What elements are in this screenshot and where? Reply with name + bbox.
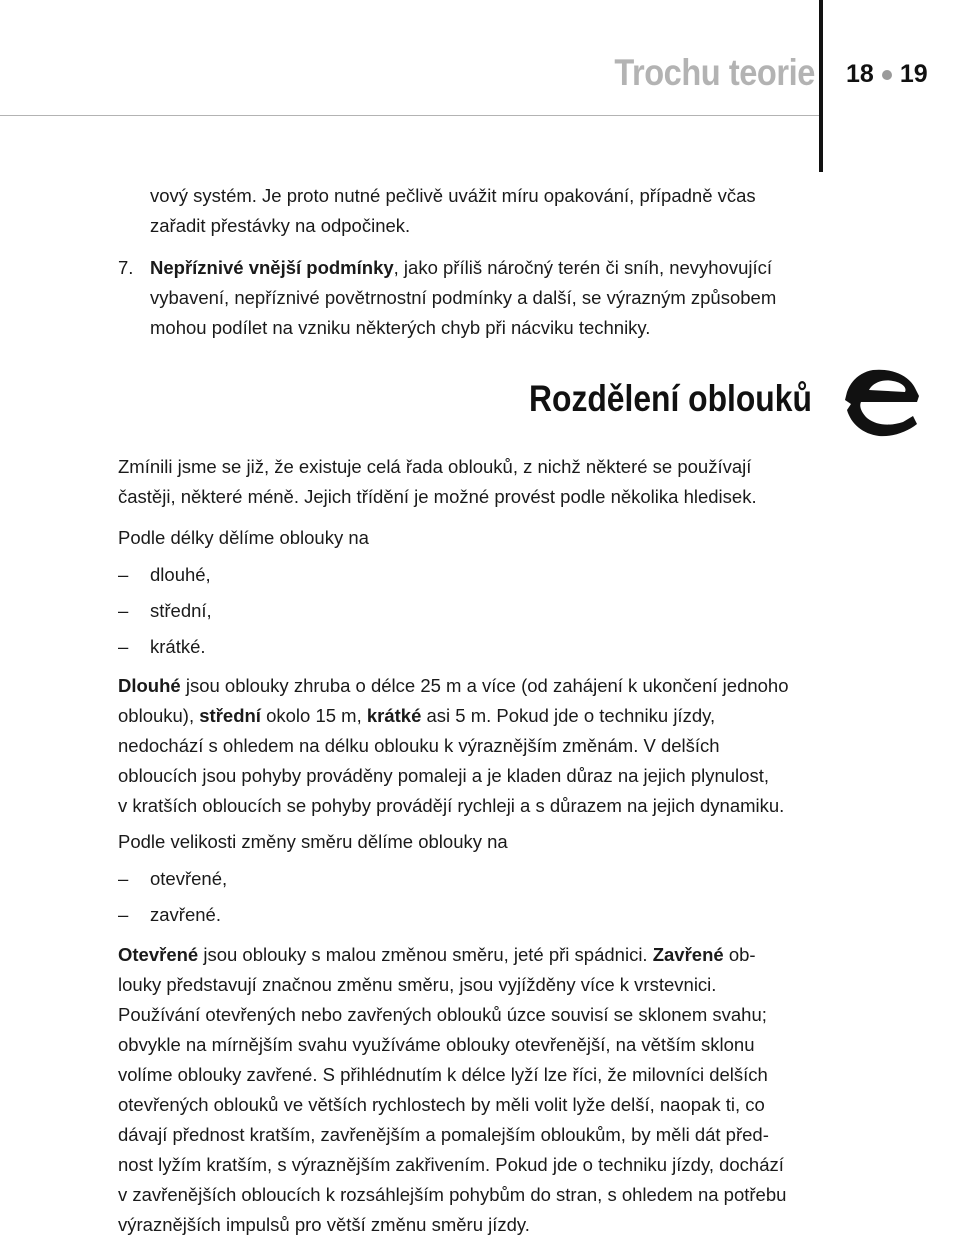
bold-term: Zavřené xyxy=(652,944,724,965)
numbered-item-7 xyxy=(118,253,823,343)
paragraph-line: louky představují značnou změnu směru, jsou vyjížděny více k vrstevnici. xyxy=(118,974,717,995)
list-item-label: otevřené, xyxy=(150,868,228,889)
bold-term: krátké xyxy=(366,705,422,726)
paragraph-text: asi 5 m. Pokud jde o techniku jízdy, xyxy=(421,705,716,726)
bold-term: Otevřené xyxy=(118,944,199,965)
list-item-label: dlouhé, xyxy=(150,564,211,585)
page-number-right: 19 xyxy=(899,60,928,88)
dash-bullet: – xyxy=(118,636,129,657)
item-line: mohou podílet na vzniku některých chyb při nácviku techniky. xyxy=(150,317,651,338)
item-body xyxy=(150,253,823,343)
paragraph-text: ob- xyxy=(723,944,756,965)
dash-bullet: – xyxy=(118,564,129,585)
paragraph-line: v kratších obloucích se pohyby provádějí rychleji a s důrazem na jejich dynamiku. xyxy=(118,795,785,816)
paragraph-text: jsou oblouky s malou změnou směru, jeté při spádnici. xyxy=(198,944,653,965)
paragraph-line: výraznějších impulsů pro větší změnu směru jízdy. xyxy=(118,1214,530,1235)
header-vertical-rule xyxy=(819,0,823,172)
brush-arrow-icon xyxy=(843,366,921,438)
running-header-title: Trochu teorie xyxy=(614,52,815,93)
list-item-label: zavřené. xyxy=(150,904,221,925)
intro-paragraph xyxy=(150,181,823,241)
bold-term: Dlouhé xyxy=(118,675,181,696)
list-item-label: střední, xyxy=(150,600,212,621)
bold-term: střední xyxy=(199,705,261,726)
dash-bullet: – xyxy=(118,600,129,621)
dash-bullet: – xyxy=(118,868,129,889)
paragraph-line: obloucích jsou pohyby prováděny pomaleji a je kladen důraz na jejich plynulost, xyxy=(118,765,769,786)
paragraph-line: otevřených oblouků ve větších rychlostech by měli volit lyže delší, naopak ti, co xyxy=(118,1094,765,1115)
length-intro: Podle délky dělíme oblouky na xyxy=(118,527,369,548)
paragraph-text: oblouku), xyxy=(118,705,200,726)
dash-bullet: – xyxy=(118,904,129,925)
size-intro: Podle velikosti změny směru dělíme oblouky na xyxy=(118,831,508,852)
item-line: vybavení, nepříznivé povětrnostní podmínky a další, se výrazným způsobem xyxy=(150,287,777,308)
intro-line: vový systém. Je proto nutné pečlivě uvážit míru opakování, případně včas xyxy=(150,185,756,206)
intro-line: zařadit přestávky na odpočinek. xyxy=(150,215,411,236)
paragraph-line: obvykle na mírnějším svahu využíváme oblouky otevřenější, na větším sklonu xyxy=(118,1034,755,1055)
paragraph-line: Používání otevřených nebo zavřených oblouků úzce souvisí se sklonem svahu; xyxy=(118,1004,767,1025)
item-text: , jako příliš náročný terén či sníh, nevyhovující xyxy=(393,257,773,278)
paragraph-line: nost lyžím kratším, s výraznějším zakřivením. Pokud jde o techniku jízdy, dochází xyxy=(118,1154,784,1175)
paragraph-line: Zmínili jsme se již, že existuje celá řada oblouků, z nichž některé se používají xyxy=(118,456,752,477)
paragraph-1 xyxy=(118,452,823,512)
paragraph-line: volíme oblouky zavřené. S přihlédnutím k délce lyží lze říci, že milovníci delších xyxy=(118,1064,768,1085)
paragraph-3 xyxy=(118,940,823,1240)
paragraph-line: nedochází s ohledem na délku oblouku k výraznějším změnám. V delších xyxy=(118,735,720,756)
paragraph-2 xyxy=(118,671,823,821)
header-rule xyxy=(0,115,820,116)
paragraph-line: v zavřenějších obloucích k rozsáhlejším pohybům do stran, s ohledem na potřebu xyxy=(118,1184,787,1205)
item-bold-term: Nepříznivé vnější podmínky xyxy=(150,257,394,278)
page-numbers xyxy=(846,60,928,89)
paragraph-line: dávají přednost kratším, zavřenějším a pomalejším obloukům, by měli dát před- xyxy=(118,1124,769,1145)
section-heading: Rozdělení oblouků xyxy=(529,378,812,419)
paragraph-text: jsou oblouky zhruba o délce 25 m a více (od zahájení k ukončení jednoho xyxy=(180,675,789,696)
list-item-label: krátké. xyxy=(150,636,206,657)
item-number: 7. xyxy=(118,257,134,278)
paragraph-line: častěji, některé méně. Jejich třídění je možné provést podle několika hledisek. xyxy=(118,486,757,507)
page-separator-icon xyxy=(880,68,894,82)
paragraph-text: okolo 15 m, xyxy=(260,705,367,726)
page-number-left: 18 xyxy=(846,60,874,88)
